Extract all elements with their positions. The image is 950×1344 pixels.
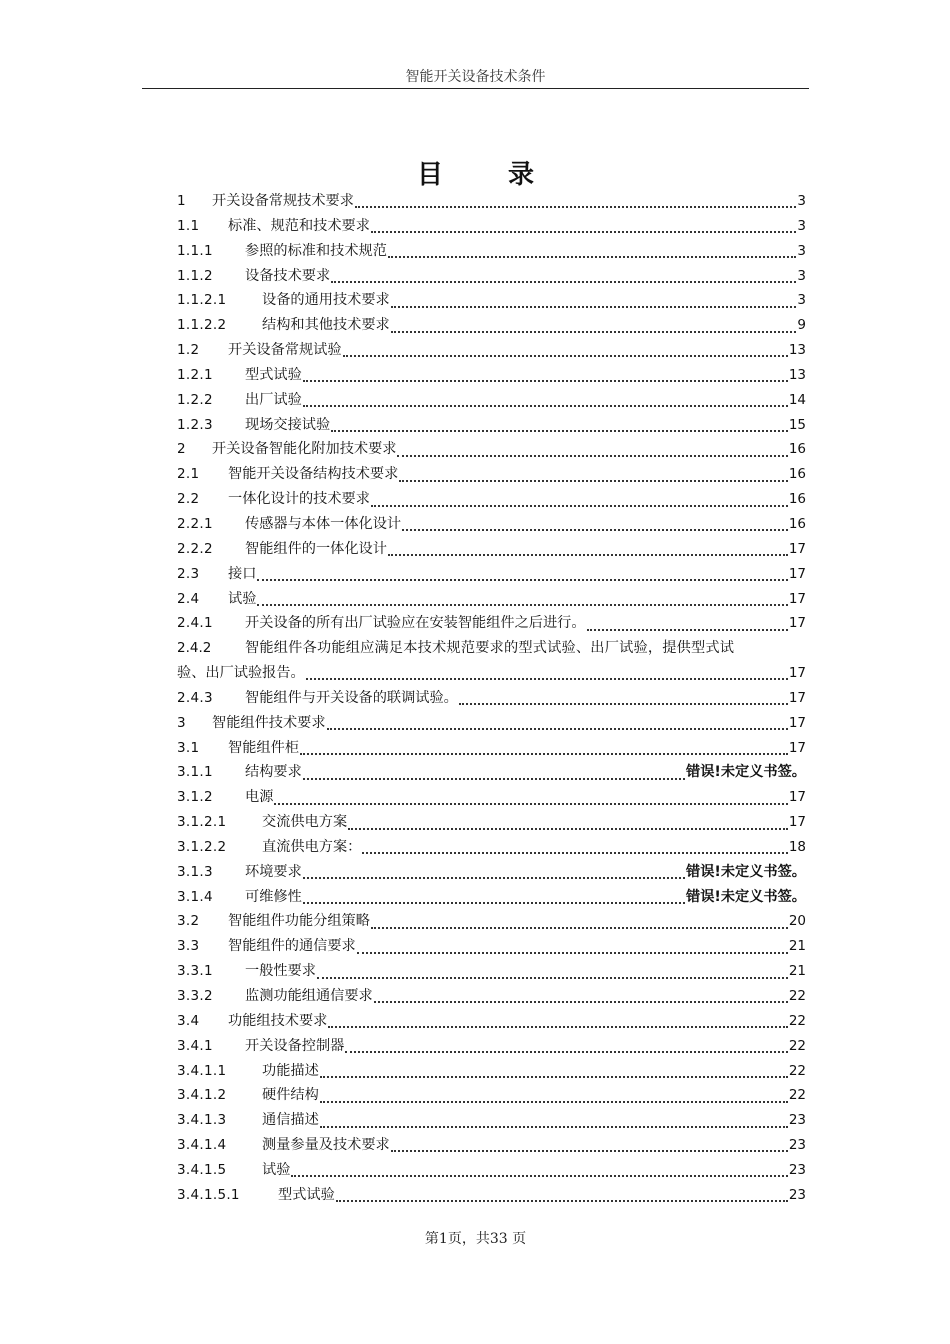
toc-entry-title: 环境要求 <box>245 863 302 880</box>
toc-entry-page: 9 <box>797 317 806 334</box>
toc-entry-page: 17 <box>788 665 806 682</box>
toc-entry-page: 23 <box>788 1161 806 1178</box>
toc-entry[interactable] <box>177 239 806 264</box>
toc-entry-title: 监测功能组通信要求 <box>245 988 373 1004</box>
toc-entry-title: 现场交接试验 <box>245 416 331 433</box>
toc-entry-number: 3 <box>177 714 186 731</box>
toc-entry-page: 16 <box>788 441 806 458</box>
toc-entry[interactable] <box>177 214 806 239</box>
toc-entry[interactable] <box>177 835 806 860</box>
toc-entry-page: 22 <box>788 1037 806 1054</box>
toc-entry-number: 3.4.1.3 <box>177 1112 227 1129</box>
toc-entry[interactable] <box>177 338 806 363</box>
toc-entry-page: 17 <box>788 615 806 632</box>
toc-entry-number: 3.4.1 <box>177 1037 213 1054</box>
toc-dot-leader <box>355 206 797 208</box>
toc-entry[interactable] <box>177 909 806 934</box>
toc-entry-number: 3.4.1.1 <box>177 1062 227 1079</box>
toc-entry-number: 2.2.2 <box>177 540 213 557</box>
toc-dot-leader <box>320 1076 788 1078</box>
toc-entry-page: 17 <box>788 590 806 607</box>
toc-dot-leader <box>397 455 787 457</box>
toc-entry-number: 3.4.1.2 <box>177 1087 227 1104</box>
toc-entry-title: 交流供电方案 <box>262 814 348 831</box>
toc-entry-number: 2.4.1 <box>177 615 213 632</box>
toc-entry-title: 结构和其他技术要求 <box>262 317 390 334</box>
toc-entry-number: 2.2 <box>177 491 200 508</box>
toc-entry-number: 3.1.2 <box>177 789 213 806</box>
toc-dot-leader <box>345 1051 787 1053</box>
toc-entry[interactable] <box>177 189 806 214</box>
toc-entry[interactable] <box>177 1158 806 1183</box>
toc-entry-title: 测量参量及技术要求 <box>262 1137 390 1154</box>
toc-entry-page: 17 <box>788 689 806 706</box>
toc-entry-page: 17 <box>788 739 806 756</box>
toc-entry-page: 16 <box>788 466 806 483</box>
toc-entry[interactable] <box>177 1083 806 1108</box>
toc-entry[interactable] <box>177 1183 806 1208</box>
toc-entry-number: 3.1.1 <box>177 764 213 781</box>
toc-dot-leader <box>303 778 685 780</box>
toc-entry-number: 3.3 <box>177 938 200 955</box>
toc-entry[interactable] <box>177 437 806 462</box>
toc-entry-title: 功能组技术要求 <box>228 1012 328 1029</box>
toc-entry[interactable] <box>177 1133 806 1158</box>
toc-entry[interactable] <box>177 537 806 562</box>
toc-entry-page: 16 <box>788 491 806 508</box>
toc-dot-leader <box>391 1150 788 1152</box>
toc-dot-leader <box>303 877 685 879</box>
toc-dot-leader <box>388 554 788 556</box>
toc-entry-number: 2.4.2 <box>177 640 212 657</box>
toc-dot-leader <box>274 803 787 805</box>
toc-entry[interactable] <box>177 810 806 835</box>
toc-entry-number: 3.4.1.5.1 <box>177 1186 240 1203</box>
toc-dot-leader <box>328 1026 787 1028</box>
toc-entry[interactable] <box>177 1009 806 1034</box>
toc-entry-number: 2.3 <box>177 565 200 582</box>
toc-entry[interactable] <box>177 1059 806 1084</box>
toc-dot-leader <box>357 952 788 954</box>
toc-entry-title: 智能开关设备结构技术要求 <box>228 466 399 483</box>
toc-entry-number: 1.1.1 <box>177 242 213 259</box>
toc-dot-leader <box>331 430 788 432</box>
toc-dot-leader <box>336 1200 788 1202</box>
toc-entry[interactable] <box>177 388 806 413</box>
toc-entry[interactable] <box>177 885 806 910</box>
toc-dot-leader <box>459 703 788 705</box>
toc-entry-number: 1 <box>177 193 186 209</box>
toc-entry-page: 22 <box>788 1062 806 1079</box>
toc-entry-page: 15 <box>788 416 806 433</box>
toc-entry-page: 18 <box>788 838 806 855</box>
toc-dot-leader <box>388 256 797 258</box>
toc-entry-page: 20 <box>788 913 806 930</box>
toc-entry[interactable] <box>177 860 806 885</box>
toc-dot-leader <box>327 728 788 730</box>
toc-dot-leader <box>303 405 788 407</box>
toc-entry-title: 一般性要求 <box>245 963 316 980</box>
toc-entry-continuation[interactable] <box>177 661 806 686</box>
toc-entry-title: 开关设备智能化附加技术要求 <box>212 441 397 458</box>
toc-entry[interactable] <box>177 959 806 984</box>
toc-dot-leader <box>303 380 788 382</box>
toc-entry-number: 3.1 <box>177 739 200 756</box>
toc-entry-page: 21 <box>788 938 806 955</box>
toc-entry[interactable] <box>177 288 806 313</box>
toc-entry[interactable] <box>177 785 806 810</box>
toc-entry[interactable] <box>177 487 806 512</box>
toc-entry-bookmark-error: 错误!未定义书签。 <box>686 888 806 905</box>
toc-entry[interactable] <box>177 413 806 438</box>
toc-entry-number: 3.4.1.5 <box>177 1161 227 1178</box>
toc-dot-leader <box>371 927 788 929</box>
toc-title: 目 录 <box>416 160 563 190</box>
toc-entry-number: 1.2.2 <box>177 391 213 408</box>
toc-entry-title: 硬件结构 <box>262 1087 319 1104</box>
header-rule <box>142 88 809 89</box>
toc-entry-title: 开关设备常规技术要求 <box>212 193 354 209</box>
toc-entry-page: 3 <box>797 267 806 284</box>
toc-entry[interactable] <box>177 984 806 1009</box>
toc-entry-number: 1.1.2.1 <box>177 292 227 309</box>
toc-entry-page: 17 <box>788 714 806 731</box>
toc-entry-number: 2.4 <box>177 590 200 607</box>
toc-entry[interactable] <box>177 711 806 736</box>
page-header: 智能开关设备技术条件 <box>405 69 546 85</box>
toc-entry-number: 1.2.1 <box>177 366 213 383</box>
toc-entry-number: 3.1.2.2 <box>177 838 227 855</box>
toc-entry[interactable] <box>177 686 806 711</box>
toc-dot-leader <box>257 579 787 581</box>
toc-entry-page: 23 <box>788 1186 806 1203</box>
toc-entry-page: 14 <box>788 391 806 408</box>
toc-entry[interactable] <box>177 562 806 587</box>
toc-dot-leader <box>362 852 787 854</box>
toc-entry[interactable] <box>177 264 806 289</box>
toc-entry-page: 13 <box>788 366 806 383</box>
toc-entry-number: 2.2.1 <box>177 515 213 532</box>
toc-entry-title: 电源 <box>245 789 274 806</box>
toc-entry-title: 出厂试验 <box>245 391 302 408</box>
toc-dot-leader <box>374 1001 788 1003</box>
toc-entry-number: 3.1.2.1 <box>177 814 227 831</box>
toc-dot-leader <box>399 480 788 482</box>
toc-entry[interactable] <box>177 512 806 537</box>
toc-entry-title: 接口 <box>228 565 257 582</box>
toc-entry-title: 型式试验 <box>245 366 302 383</box>
toc-entry-title: 智能组件功能分组策略 <box>228 913 370 930</box>
toc-entry[interactable] <box>177 760 806 785</box>
toc-entry-page: 22 <box>788 1012 806 1029</box>
toc-entry-title: 试验 <box>228 590 257 607</box>
toc-entry-number: 3.1.3 <box>177 863 213 880</box>
toc-entry[interactable] <box>177 363 806 388</box>
toc-entry[interactable] <box>177 736 806 761</box>
toc-dot-leader <box>320 1101 788 1103</box>
toc-entry-page: 17 <box>788 565 806 582</box>
toc-dot-leader <box>300 753 788 755</box>
toc-entry-title: 智能组件与开关设备的联调试验。 <box>245 689 458 706</box>
toc-dot-leader <box>303 902 685 904</box>
toc-entry[interactable] <box>177 313 806 338</box>
toc-entry-title: 传感器与本体一体化设计 <box>245 515 402 532</box>
toc-dot-leader <box>402 529 788 531</box>
toc-dot-leader <box>331 281 796 283</box>
toc-entry-number: 1.1.2 <box>177 267 213 284</box>
toc-entry-title: 智能组件技术要求 <box>212 714 326 731</box>
toc-entry-number: 2.4.3 <box>177 689 213 706</box>
toc-entry-title: 直流供电方案： <box>262 838 362 855</box>
toc-entry-number: 3.4 <box>177 1012 200 1029</box>
toc-entry-title: 设备技术要求 <box>245 267 331 284</box>
toc-entry-number: 3.4.1.4 <box>177 1137 227 1154</box>
toc-entry-page: 22 <box>788 988 806 1004</box>
toc-entry-title: 智能组件的一体化设计 <box>245 540 387 557</box>
toc-entry-title: 可维修性 <box>245 888 302 905</box>
toc-entry-page: 3 <box>797 193 806 209</box>
toc-entry-title: 开关设备的所有出厂试验应在安装智能组件之后进行。 <box>245 615 586 632</box>
toc-entry-title: 参照的标准和技术规范 <box>245 242 387 259</box>
toc-entry-page: 3 <box>797 292 806 309</box>
toc-dot-leader <box>306 678 788 680</box>
toc-entry[interactable] <box>177 934 806 959</box>
toc-entry[interactable] <box>177 587 806 612</box>
toc-dot-leader <box>587 629 788 631</box>
toc-entry-page: 16 <box>788 515 806 532</box>
toc-entry-page: 23 <box>788 1112 806 1129</box>
toc-entry-number: 1.2.3 <box>177 416 213 433</box>
toc-entry-title: 智能组件的通信要求 <box>228 938 356 955</box>
toc-entry-title-continued: 验、出厂试验报告。 <box>177 665 305 682</box>
toc-entry-number: 3.3.2 <box>177 988 213 1004</box>
toc-entry[interactable] <box>177 611 806 636</box>
toc-entry-title: 设备的通用技术要求 <box>262 292 390 309</box>
toc-entry-title: 智能组件柜 <box>228 739 299 756</box>
toc-entry-title: 一体化设计的技术要求 <box>228 491 370 508</box>
toc-entry-number: 3.3.1 <box>177 963 213 980</box>
toc-entry-bookmark-error: 错误!未定义书签。 <box>686 764 806 781</box>
toc-entry-number: 1.1 <box>177 217 200 234</box>
toc-entry-title: 开关设备常规试验 <box>228 342 342 359</box>
toc-entry-page: 17 <box>788 540 806 557</box>
toc-entry[interactable] <box>177 462 806 487</box>
toc-entry-title: 结构要求 <box>245 764 302 781</box>
toc-entry-page: 23 <box>788 1137 806 1154</box>
toc-entry-page: 3 <box>797 242 806 259</box>
toc-dot-leader <box>320 1126 788 1128</box>
toc-entry-number: 3.2 <box>177 913 200 930</box>
toc-dot-leader <box>391 306 797 308</box>
toc-entry-title: 试验 <box>262 1161 291 1178</box>
toc-dot-leader <box>348 828 788 830</box>
toc-dot-leader <box>257 604 787 606</box>
toc-entry-title: 型式试验 <box>278 1186 335 1203</box>
toc-entry-page: 21 <box>788 963 806 980</box>
toc-dot-leader <box>343 355 788 357</box>
toc-entry-title: 智能组件各功能组应满足本技术规范要求的型式试验、出厂试验，提供型式试 <box>245 640 735 657</box>
toc-entry[interactable] <box>177 1034 806 1059</box>
toc-entry-title: 开关设备控制器 <box>245 1037 345 1054</box>
toc-entry-bookmark-error: 错误!未定义书签。 <box>686 863 806 880</box>
toc-dot-leader <box>391 331 797 333</box>
toc-entry-number: 2 <box>177 441 186 458</box>
toc-entry-number: 1.1.2.2 <box>177 317 227 334</box>
toc-dot-leader <box>317 977 788 979</box>
toc-entry-number: 1.2 <box>177 342 200 359</box>
toc-entry-page: 17 <box>788 789 806 806</box>
toc-entry-title: 标准、规范和技术要求 <box>228 217 370 234</box>
toc-entry-page: 3 <box>797 217 806 234</box>
toc-dot-leader <box>371 231 797 233</box>
toc-entry-page: 13 <box>788 342 806 359</box>
toc-entry-title: 功能描述 <box>262 1062 319 1079</box>
table-of-contents <box>177 189 806 1208</box>
toc-dot-leader <box>371 505 788 507</box>
toc-entry-number: 3.1.4 <box>177 888 213 905</box>
toc-entry[interactable] <box>177 1108 806 1133</box>
toc-entry-page: 17 <box>788 814 806 831</box>
toc-entry-page: 22 <box>788 1087 806 1104</box>
toc-dot-leader <box>291 1175 787 1177</box>
page-footer: 第1页，共33 页 <box>424 1231 527 1247</box>
toc-entry-number: 2.1 <box>177 466 200 483</box>
toc-entry[interactable] <box>177 636 806 661</box>
toc-entry-title: 通信描述 <box>262 1112 319 1129</box>
